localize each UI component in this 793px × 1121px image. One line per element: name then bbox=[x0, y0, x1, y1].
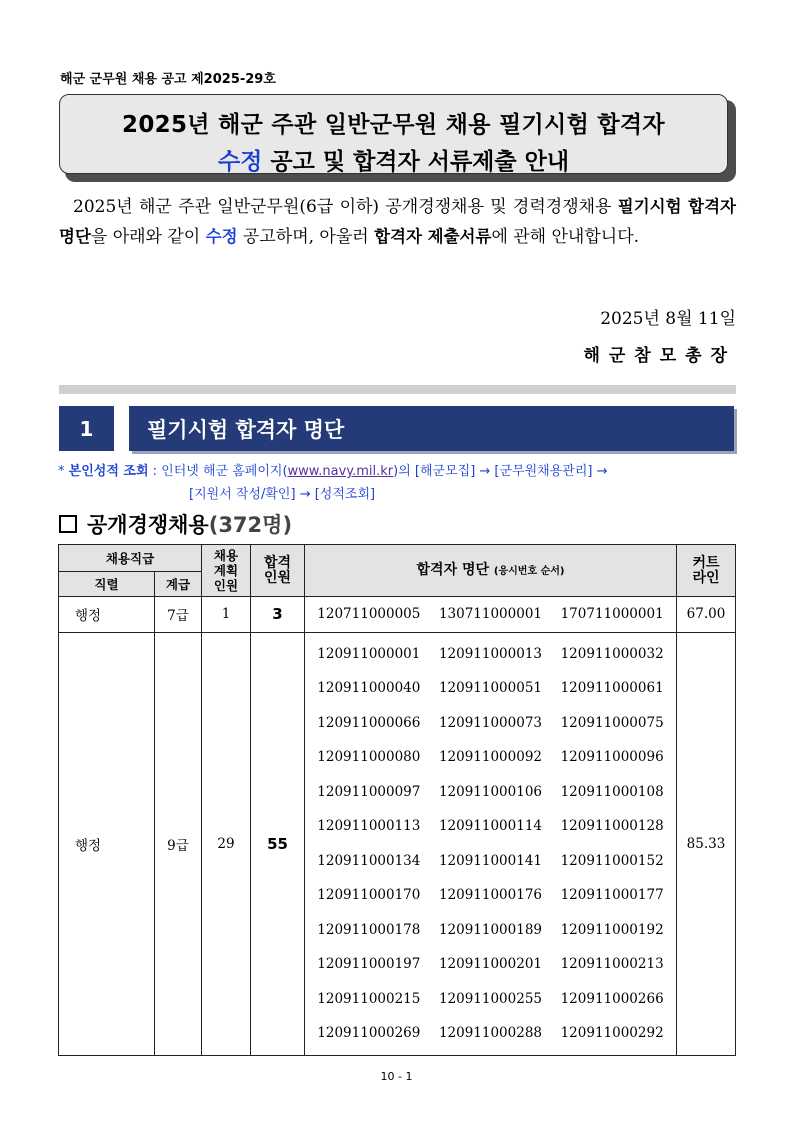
row-passed: 55 bbox=[251, 632, 305, 1055]
candidate-id: 120911000075 bbox=[560, 714, 664, 731]
candidate-id: 120911000215 bbox=[317, 990, 421, 1007]
note-label: 본인성적 조회 bbox=[68, 464, 149, 479]
section-divider bbox=[59, 385, 736, 394]
candidate-id: 120911000213 bbox=[560, 956, 664, 972]
note-bullet: * bbox=[58, 464, 65, 479]
intro-bold-1: 필기시험 합격자 명단 bbox=[59, 197, 737, 246]
title-line-2-rest: 공고 및 합격자 서류제출 안내 bbox=[262, 149, 570, 175]
candidate-id: 120911000170 bbox=[317, 887, 421, 903]
note-text-1: : 인터넷 해군 홈페이지( bbox=[148, 464, 288, 479]
candidate-id: 170711000001 bbox=[560, 606, 664, 622]
row-grade: 9급 bbox=[155, 632, 202, 1055]
row-ids bbox=[305, 632, 677, 1055]
candidate-id: 120911000066 bbox=[317, 714, 421, 731]
candidate-id: 120711000005 bbox=[317, 606, 421, 622]
intro-highlight: 수정 bbox=[205, 227, 238, 246]
intro-text-1: 2025년 해군 주관 일반군무원(6급 이하) 공개경쟁채용 및 경력경쟁채용 bbox=[73, 197, 618, 217]
header-grade: 계급 bbox=[155, 572, 202, 597]
intro-text-4: 에 관해 안내합니다. bbox=[491, 227, 640, 247]
section-number: 1 bbox=[59, 406, 114, 451]
intro-text-2: 을 아래와 같이 bbox=[90, 227, 206, 247]
candidate-id: 120911000255 bbox=[438, 990, 543, 1007]
section-title: 필기시험 합격자 명단 bbox=[129, 406, 734, 451]
intro-text-3: 공고하며, 아울러 bbox=[237, 227, 375, 247]
candidate-id: 120911000176 bbox=[438, 887, 543, 903]
row-grade: 7급 bbox=[155, 597, 202, 633]
row-series: 행정 bbox=[59, 632, 155, 1055]
notice-number: 해군 군무원 채용 공고 제2025-29호 bbox=[60, 72, 276, 87]
header-planned: 채용 계획 인원 bbox=[202, 545, 251, 597]
page-number: 10 - 1 bbox=[380, 1070, 413, 1083]
candidate-id: 120911000192 bbox=[560, 921, 664, 938]
candidate-id: 120911000288 bbox=[438, 1025, 543, 1041]
candidate-id: 120911000092 bbox=[438, 749, 543, 765]
header-roster bbox=[305, 545, 677, 597]
candidate-id: 120911000013 bbox=[438, 645, 543, 662]
candidate-id: 120911000097 bbox=[317, 783, 421, 800]
row-series: 행정 bbox=[59, 597, 155, 633]
candidate-id: 120911000201 bbox=[438, 956, 543, 972]
passer-table bbox=[58, 544, 736, 1056]
candidate-id: 120911000080 bbox=[317, 749, 421, 765]
candidate-id: 120911000266 bbox=[560, 990, 664, 1007]
row-ids bbox=[305, 597, 677, 633]
title-line-1: 2025년 해군 주관 일반군무원 채용 필기시험 합격자 bbox=[122, 112, 665, 138]
title-highlight: 수정 bbox=[217, 149, 263, 175]
candidate-id: 120911000106 bbox=[438, 783, 543, 800]
note-text-2: )의 [해군모집] → [군무원채용관리] → bbox=[393, 464, 608, 479]
candidate-id: 120911000292 bbox=[560, 1025, 664, 1041]
subhead-label: 공개경쟁채용 bbox=[87, 513, 209, 537]
candidate-id: 120911000177 bbox=[560, 887, 664, 903]
header-roster-note: (응시번호 순서) bbox=[493, 565, 565, 577]
candidate-id: 120911000269 bbox=[317, 1025, 421, 1041]
candidate-id: 120911000178 bbox=[317, 921, 421, 938]
header-job-group: 채용직급 bbox=[59, 545, 202, 572]
candidate-id: 120911000040 bbox=[317, 680, 421, 696]
navy-homepage-link[interactable]: www.navy.mil.kr bbox=[287, 464, 394, 479]
table-row bbox=[59, 632, 736, 1055]
notice-date: 2025년 8월 11일 bbox=[600, 309, 736, 329]
candidate-id: 120911000114 bbox=[438, 818, 543, 834]
candidate-id: 130711000001 bbox=[438, 606, 543, 622]
header-job-series: 직렬 bbox=[59, 572, 155, 597]
row-passed: 3 bbox=[251, 597, 305, 633]
candidate-id: 120911000051 bbox=[438, 680, 543, 696]
subhead-count: (372명) bbox=[208, 513, 293, 537]
score-note-line-2: [지원서 작성/확인] → [성적조회] bbox=[189, 487, 376, 502]
intro-bold-2: 합격자 제출서류 bbox=[374, 227, 492, 246]
title-box bbox=[59, 94, 728, 174]
issuer: 해군참모총장 bbox=[583, 346, 736, 366]
table-row bbox=[59, 597, 736, 633]
row-planned: 29 bbox=[202, 632, 251, 1055]
candidate-id: 120911000128 bbox=[560, 818, 664, 834]
candidate-id: 120911000061 bbox=[560, 680, 664, 696]
candidate-id: 120911000096 bbox=[560, 749, 664, 765]
header-cutline: 커트 라인 bbox=[677, 545, 736, 597]
intro-paragraph bbox=[59, 192, 736, 252]
row-cutline: 85.33 bbox=[677, 632, 736, 1055]
score-note bbox=[58, 460, 608, 479]
candidate-id: 120911000032 bbox=[560, 645, 664, 662]
header-roster-label: 합격자 명단 bbox=[416, 561, 490, 578]
candidate-id: 120911000108 bbox=[560, 783, 664, 800]
checkbox-square-icon bbox=[59, 515, 77, 533]
row-planned: 1 bbox=[202, 597, 251, 633]
header-passed: 합격 인원 bbox=[251, 545, 305, 597]
candidate-id: 120911000073 bbox=[438, 714, 543, 731]
candidate-id: 120911000197 bbox=[317, 956, 421, 972]
candidate-id: 120911000189 bbox=[438, 921, 543, 938]
candidate-id: 120911000134 bbox=[317, 852, 421, 869]
candidate-id: 120911000001 bbox=[317, 645, 421, 662]
title-line-2 bbox=[60, 143, 727, 176]
subhead-open-recruitment bbox=[59, 509, 292, 539]
candidate-id: 120911000141 bbox=[438, 852, 543, 869]
candidate-id: 120911000152 bbox=[560, 852, 664, 869]
candidate-id: 120911000113 bbox=[317, 818, 421, 834]
row-cutline: 67.00 bbox=[677, 597, 736, 633]
